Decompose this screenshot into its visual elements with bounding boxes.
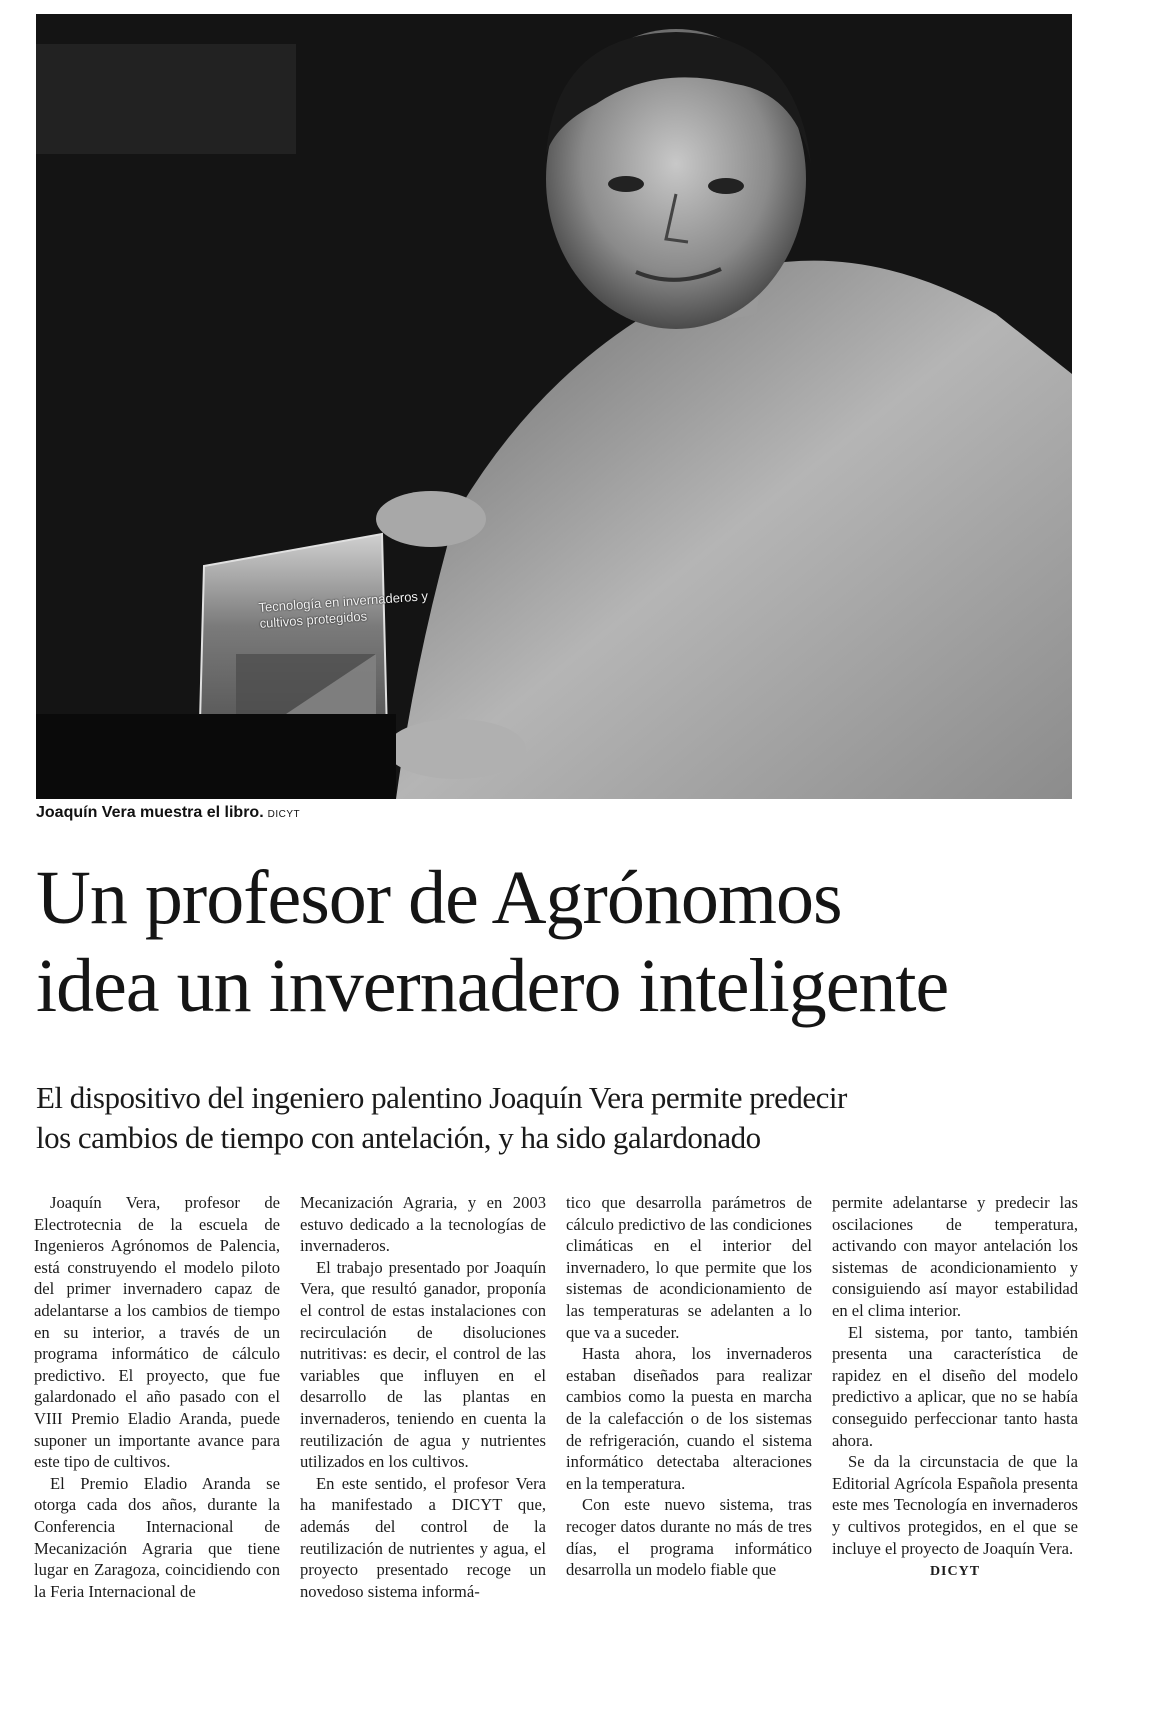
- paragraph: Con este nuevo sistema, tras recoger datos durante no más de tres días, el programa informático desarrolla un modelo fiable que: [566, 1495, 812, 1580]
- article-column-3: [566, 1192, 812, 1722]
- caption-credit: DICYT: [267, 809, 301, 820]
- paragraph: tico que desarrolla parámetros de cálculo predictivo de las condiciones climáticas en el interior del invernadero, lo que permite que los sistemas de acondicionamiento de las temperaturas se adelanten a lo que va a suceder.: [566, 1193, 812, 1342]
- paragraph: Hasta ahora, los invernaderos estaban diseñados para realizar cambios como la puesta en marcha de la calefacción o de los sistemas de refrigeración, cuando el sistema informático detectaba alteraciones en la temperatura.: [566, 1344, 812, 1493]
- book-cover-title: Tecnología en invernaderos y cultivos protegidos: [258, 588, 429, 631]
- article-column-2: [300, 1192, 546, 1722]
- paragraph: Joaquín Vera, profesor de Electrotecnia de la escuela de Ingenieros Agrónomos de Palencia, está construyendo el modelo piloto del primer invernadero capaz de adelantarse a los cambios de tiempo en su interior, a través de un programa informático de cálculo predictivo. El proyecto, que fue galardonado el año pasado con el VIII Premio Eladio Aranda, puede suponer un importante avance para este tipo de cultivos.: [34, 1193, 280, 1472]
- subhead-line-2: los cambios de tiempo con antelación, y ha sido galardonado: [36, 1120, 761, 1155]
- headline-line-2: idea un invernadero inteligente: [36, 944, 949, 1028]
- paragraph: Mecanización Agraria, y en 2003 estuvo dedicado a la tecnologías de invernaderos.: [300, 1193, 546, 1256]
- article-column-1: [34, 1192, 280, 1722]
- paragraph: El Premio Eladio Aranda se otorga cada dos años, durante la Conferencia Internacional de Mecanización Agraria que tiene lugar en Zaragoza, coincidiendo con la Feria Internacional de: [34, 1473, 280, 1601]
- paragraph: permite adelantarse y predecir las oscilaciones de temperatura, activando con mayor antelación los sistemas de acondicionamiento y consiguiendo así mayor estabilidad en el clima interior.: [832, 1193, 1078, 1320]
- article-column-4: [832, 1192, 1078, 1722]
- paragraph: Se da la circunstacia de que la Editorial Agrícola Española presenta este mes Tecnología en invernaderos y cultivos protegidos, en el que se incluye el proyecto de Joaquín Vera.: [832, 1452, 1078, 1558]
- headline-line-1: Un profesor de Agrónomos: [36, 856, 842, 940]
- subheadline: [36, 1078, 1116, 1158]
- photo-caption: [36, 804, 300, 822]
- photo-illustration: [36, 14, 1072, 799]
- paragraph: El sistema, por tanto, también presenta una característica de rapidez en el diseño del modelo predictivo a aplicar, que no se había conseguido perfeccionar tanto hasta ahora.: [832, 1322, 1078, 1450]
- paragraph: En este sentido, el profesor Vera ha manifestado a DICYT que, además del control de la reutilización de nutrientes y agua, el proyecto presentado recoge un novedoso sistema informá-: [300, 1473, 546, 1601]
- headline: [36, 854, 1116, 1030]
- author-signature: DICYT: [929, 1564, 981, 1580]
- caption-text: Joaquín Vera muestra el libro.: [36, 804, 264, 821]
- article-photo: [36, 14, 1072, 799]
- subhead-line-1: El dispositivo del ingeniero palentino Joaquín Vera permite predecir: [36, 1080, 847, 1115]
- paragraph: El trabajo presentado por Joaquín Vera, que resultó ganador, proponía el control de estas instalaciones con recirculación de disoluciones nutritivas: es decir, el control de las variables que influyen en el desarrollo de las plantas en invernaderos, teniendo en cuenta la reutilización de agua y nutrientes utilizados en los cultivos.: [300, 1257, 546, 1472]
- article-body: [34, 1192, 1078, 1722]
